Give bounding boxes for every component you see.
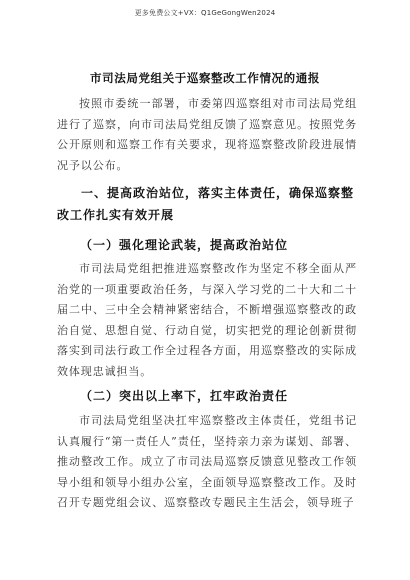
subsection-1-body: 市司法局党组把推进巡察整改作为坚定不移全面从严治党的一项重要政治任务，与深入学习党的二十大和二十届二中、三中全会精神紧密结合，不断增强巡察整改的政治自觉、思想自觉、行动自觉，切实把党的理论创新贯彻落实到司法行政工作全过程各方面，用巡察整改的实际成效体现忠诚担当。: [57, 262, 357, 378]
subsection-1-heading: （一）强化理论武装，提高政治站位: [80, 238, 289, 252]
subsection-2-heading: （二）突出以上率下，扛牢政治责任: [80, 389, 289, 403]
intro-paragraph: 按照市委统一部署，市委第四巡察组对市司法局党组进行了巡察，向市司法局党组反馈了巡察意见。按照党务公开原则和巡察工作有关要求，现将巡察整改阶段进展情况予以公布。: [57, 97, 357, 172]
header-watermark: 更多免费公文+VX：Q1GeGongWen2024: [134, 9, 276, 17]
subsection-2-body: 市司法局党组坚决扛牢巡察整改主体责任，党组书记认真履行“第一责任人”责任，坚持亲力亲为谋划、部署、推动整改工作。成立了市司法局巡察反馈意见整改工作领导小组和领导小组办公室，全面领导巡察整改工作。及时召开专题党组会议、巡察整改专题民主生活会，领导班子: [57, 414, 357, 509]
section-1-heading: 一、提高政治站位，落实主体责任，确保巡察整改工作扎实有效开展: [57, 186, 355, 222]
document-title: 市司法局党组关于巡察整改工作情况的通报: [90, 71, 320, 85]
